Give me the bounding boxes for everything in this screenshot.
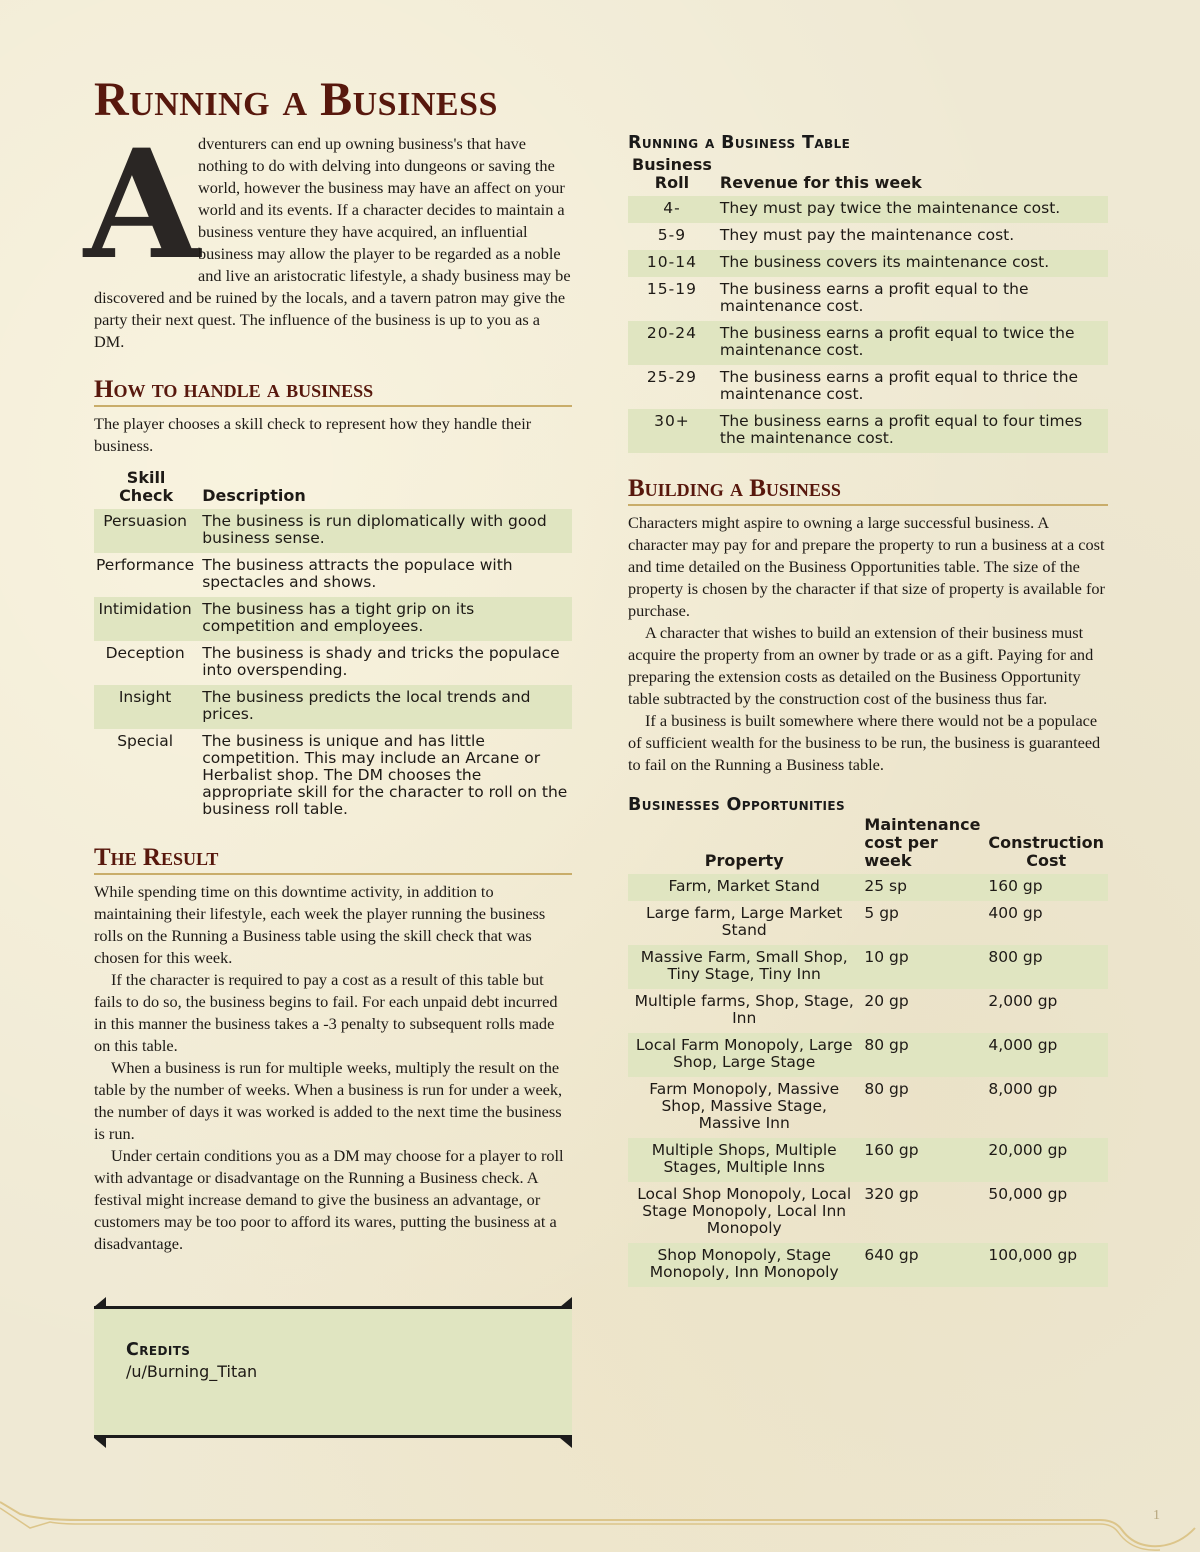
construction-cell: 400 gp: [988, 904, 1043, 922]
maintenance-cell: 10 gp: [860, 945, 984, 989]
table-row: [628, 901, 1108, 945]
skill-cell: Performance: [96, 556, 195, 574]
col-header-skill: Skill Check: [119, 468, 174, 505]
construction-cell: 20,000 gp: [984, 1138, 1108, 1182]
table-row: [94, 597, 572, 641]
property-cell: Shop Monopoly, Stage Monopoly, Inn Monopoly: [628, 1243, 860, 1287]
property-cell: Local Shop Monopoly, Local Stage Monopoly, Local Inn Monopoly: [637, 1185, 852, 1237]
description-cell: The business attracts the populace with spectacles and shows.: [202, 556, 513, 591]
property-cell: Multiple Shops, Multiple Stages, Multiple Inns: [628, 1138, 860, 1182]
skill-cell: Deception: [105, 644, 185, 662]
building-body: [628, 512, 1108, 776]
revenue-cell: The business earns a profit equal to four times the maintenance cost.: [716, 409, 1108, 453]
table-row: [628, 196, 1108, 223]
dropcap-ornament-icon: A: [83, 117, 201, 293]
table-row: [94, 729, 572, 824]
roll-cell: 25-29: [646, 368, 697, 386]
skill-check-table: [94, 469, 572, 824]
result-body: [94, 881, 572, 1255]
table-row: [628, 1182, 1108, 1243]
roll-cell: 10-14: [628, 250, 716, 277]
col-header-construction: Construction Cost: [988, 833, 1104, 870]
heading-the-result: The Result: [94, 844, 572, 875]
roll-cell: 20-24: [628, 321, 716, 365]
intro-section: [83, 117, 572, 353]
credits-heading: Credits: [126, 1340, 191, 1360]
revenue-cell: They must pay twice the maintenance cost.: [716, 196, 1108, 223]
left-column: [83, 117, 572, 1255]
property-cell: Massive Farm, Small Shop, Tiny Stage, Tiny Inn: [628, 945, 860, 989]
table-row: [628, 1077, 1108, 1138]
corner-ornament-icon: [560, 1438, 572, 1448]
construction-cell: 100,000 gp: [984, 1243, 1108, 1287]
revenue-cell: They must pay the maintenance cost.: [719, 226, 1015, 244]
page-number: 1: [1153, 1508, 1160, 1523]
table-row: [628, 945, 1108, 989]
building-paragraph: Characters might aspire to owning a large successful business. A character may pay for and prepare the property to run a business at a cost and time detailed on the Business Opportunities table. The size of the property is chosen by the character if that size of property is available for purchase.: [628, 513, 1105, 620]
roll-cell: 4-: [628, 196, 716, 223]
result-paragraph: Under certain conditions you as a DM may choose for a player to roll with advantage or disadvantage on the Running a Business check. A festival might increase demand to give the business an advantage, or customers may be too poor to afford its wares, putting the business at a disadvantage.: [94, 1146, 564, 1253]
roll-cell: 5-9: [657, 226, 687, 244]
description-cell: The business has a tight grip on its competition and employees.: [198, 597, 572, 641]
table-row: [628, 223, 1108, 250]
maintenance-cell: 320 gp: [864, 1185, 919, 1203]
property-cell: Large farm, Large Market Stand: [646, 904, 843, 939]
footer-ornament-icon: [0, 1500, 1200, 1552]
description-cell: The business is shady and tricks the populace into overspending.: [202, 644, 560, 679]
property-cell: Farm Monopoly, Massive Shop, Massive Stage, Massive Inn: [649, 1080, 840, 1132]
page-title: Running a Business: [94, 73, 498, 126]
credits-box: [94, 1306, 572, 1438]
table-row: [628, 874, 1108, 901]
how-to-text: The player chooses a skill check to represent how they handle their business.: [94, 414, 532, 455]
table-row: [628, 277, 1108, 321]
maintenance-cell: 20 gp: [864, 992, 909, 1010]
result-paragraph: While spending time on this downtime activity, in addition to maintaining their lifestyle, each week the player running the business rolls on the Running a Business table using the skill check that was chosen for this week.: [94, 882, 546, 967]
table-row: [628, 365, 1108, 409]
description-cell: The business is run diplomatically with good business sense.: [198, 509, 572, 553]
skill-cell: Persuasion: [94, 509, 198, 553]
col-header-revenue: Revenue for this week: [719, 173, 922, 192]
col-header-roll: Business Roll: [632, 155, 712, 192]
table-row: [628, 1033, 1108, 1077]
heading-building: Building a Business: [628, 475, 1108, 506]
corner-ornament-icon: [560, 1297, 572, 1307]
maintenance-cell: 80 gp: [864, 1080, 909, 1098]
property-cell: Local Farm Monopoly, Large Shop, Large Stage: [628, 1033, 860, 1077]
skill-cell: Intimidation: [94, 597, 198, 641]
table-row: [94, 509, 572, 553]
result-paragraph: If the character is required to pay a cost as a result of this table but fails to do so, the business begins to fail. For each unpaid debt incurred in this manner the business takes a -3 penalty to subsequent rolls made on this table.: [94, 970, 558, 1055]
revenue-cell: The business earns a profit equal to the maintenance cost.: [719, 280, 1029, 315]
running-business-table: [628, 156, 1108, 453]
construction-cell: 8,000 gp: [988, 1080, 1058, 1098]
construction-cell: 2,000 gp: [988, 992, 1058, 1010]
result-paragraph: When a business is run for multiple weeks, multiply the result on the table by the number of weeks. When a business is run for under a week, the number of days it was worked is added to the next time the business is run.: [94, 1058, 563, 1143]
table-row: [94, 685, 572, 729]
roll-cell: 30+: [628, 409, 716, 453]
construction-cell: 160 gp: [984, 874, 1108, 901]
maintenance-cell: 160 gp: [860, 1138, 984, 1182]
roll-cell: 15-19: [646, 280, 697, 298]
running-table-heading: Running a Business Table: [628, 133, 851, 153]
property-cell: Farm, Market Stand: [628, 874, 860, 901]
description-cell: The business predicts the local trends and prices.: [198, 685, 572, 729]
table-row: [628, 409, 1108, 453]
table-row: [628, 250, 1108, 277]
opportunities-heading: Businesses Opportunities: [628, 795, 846, 815]
intro-text: dventurers can end up owning business's that have nothing to do with delving into dungeons or saving the world, however the business may have an affect on your world and its events. If a character decides to maintain a business venture they have acquired, an influential business may allow the player to be regarded as a noble and live an aristocratic lifestyle, a shady business may be discovered and be ruined by the locals, and a tavern patron may give the party their next quest. The influence of the business is up to you as a DM.: [94, 134, 571, 351]
table-row: [94, 553, 572, 597]
revenue-cell: The business earns a profit equal to thrice the maintenance cost.: [719, 368, 1079, 403]
corner-ornament-icon: [94, 1297, 106, 1307]
table-row: [628, 1138, 1108, 1182]
property-cell: Multiple farms, Shop, Stage, Inn: [634, 992, 854, 1027]
description-cell: The business is unique and has little competition. This may include an Arcane or Herbalist shop. The DM chooses the appropriate skill for the character to roll on the business roll table.: [202, 732, 568, 818]
building-paragraph: If a business is built somewhere where there would not be a populace of sufficient wealth for the business to be run, the business is guaranteed to fail on the Running a Business table.: [628, 711, 1101, 774]
col-header-description: Description: [202, 486, 306, 505]
opportunities-table: [628, 816, 1108, 1287]
right-column: [628, 130, 1108, 1287]
revenue-cell: The business covers its maintenance cost.: [716, 250, 1108, 277]
credits-author: /u/Burning_Titan: [126, 1362, 258, 1381]
skill-cell: Special: [117, 732, 174, 750]
construction-cell: 50,000 gp: [988, 1185, 1068, 1203]
table-row: [628, 989, 1108, 1033]
construction-cell: 4,000 gp: [984, 1033, 1108, 1077]
table-row: [94, 641, 572, 685]
heading-how-to-handle: How to handle a business: [94, 376, 572, 407]
building-paragraph: A character that wishes to build an extension of their business must acquire the property from an owner by trade or as a gift. Paying for and preparing the extension costs as detailed on the Business Opportunity table subtracted by the construction cost of the business thus far.: [628, 623, 1094, 708]
maintenance-cell: 25 sp: [860, 874, 984, 901]
table-row: [628, 321, 1108, 365]
col-header-maintenance: Maintenance cost per week: [864, 815, 981, 870]
maintenance-cell: 5 gp: [864, 904, 899, 922]
skill-cell: Insight: [94, 685, 198, 729]
corner-ornament-icon: [94, 1438, 106, 1448]
maintenance-cell: 80 gp: [860, 1033, 984, 1077]
revenue-cell: The business earns a profit equal to twice the maintenance cost.: [716, 321, 1108, 365]
maintenance-cell: 640 gp: [860, 1243, 984, 1287]
construction-cell: 800 gp: [984, 945, 1108, 989]
col-header-property: Property: [704, 851, 784, 870]
table-row: [628, 1243, 1108, 1287]
